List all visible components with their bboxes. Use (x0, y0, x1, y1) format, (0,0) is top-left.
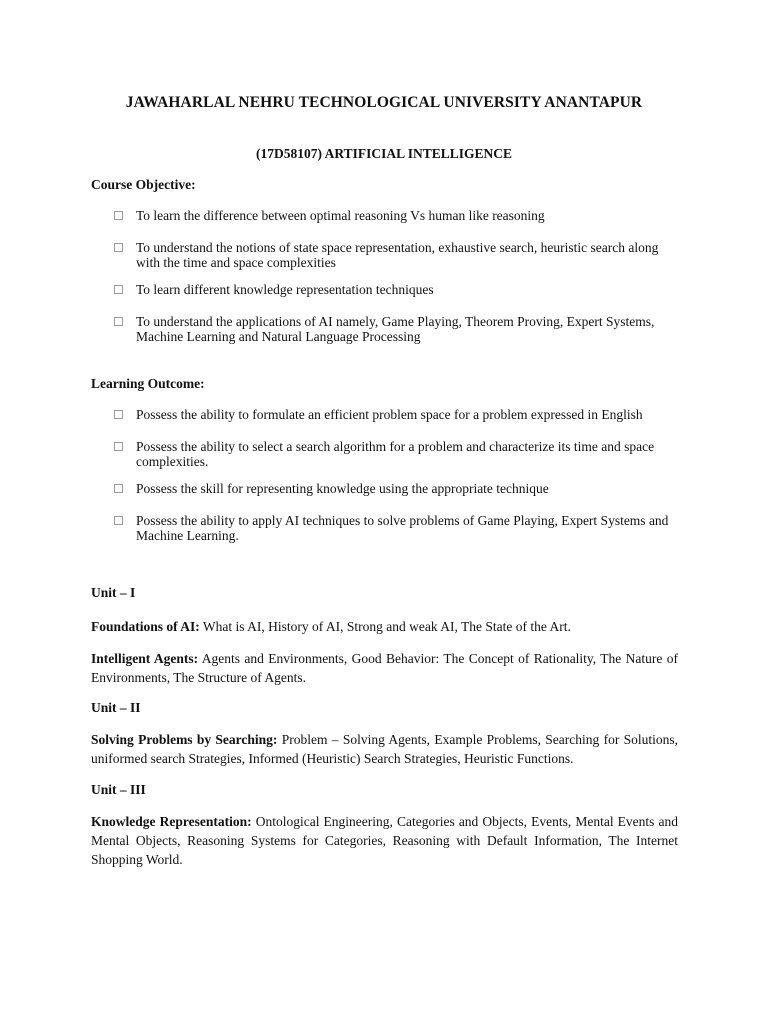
unit-3-topic-knowledge (91, 812, 678, 869)
objective-item: To learn different knowledge representation techniques (114, 282, 680, 297)
bullet-box-icon (114, 410, 123, 419)
topic-label: Knowledge Representation: (91, 814, 252, 829)
topic-text: What is AI, History of AI, Strong and weak AI, The State of the Art. (202, 619, 571, 634)
outcome-item: Possess the ability to apply AI techniques to solve problems of Game Playing, Expert Systems and Machine Learning. (114, 513, 680, 543)
bullet-box-icon (114, 243, 123, 252)
course-title: (17D58107) ARTIFICIAL INTELLIGENCE (255, 146, 513, 161)
objective-item: To understand the notions of state space representation, exhaustive search, heuristic search along with the time and space complexities (114, 240, 680, 270)
outcome-item: Possess the ability to select a search algorithm for a problem and characterize its time and space complexities. (114, 439, 680, 469)
course-objective-heading: Course Objective: (91, 177, 196, 192)
topic-label: Foundations of AI: (91, 619, 200, 634)
unit-1-topic-foundations (91, 617, 678, 636)
bullet-box-icon (114, 442, 123, 451)
topic-label: Solving Problems by Searching: (91, 732, 278, 747)
unit-1-topic-agents (91, 649, 678, 687)
topic-text: Problem – Solving Agents, Example Problems, Searching for Solutions, uniformed search Strategies, Informed (Heuristic) Search Strategies, Heuristic Functions. (91, 732, 679, 766)
university-title: JAWAHARLAL NEHRU TECHNOLOGICAL UNIVERSITY ANANTAPUR (125, 94, 643, 111)
topic-text: Ontological Engineering, Categories and Objects, Events, Mental Events and Mental Objects, Reasoning Systems for Categories, Reasoning with Default Information, The Internet Shopping World. (91, 814, 678, 867)
unit-2-topic-searching (91, 730, 678, 768)
topic-text: Agents and Environments, Good Behavior: The Concept of Rationality, The Nature of Environments, The Structure of Agents. (91, 651, 678, 685)
objective-item: To understand the applications of AI namely, Game Playing, Theorem Proving, Expert Systems, Machine Learning and Natural Language Processing (114, 314, 680, 344)
unit-1-heading: Unit – I (91, 585, 136, 600)
bullet-box-icon (114, 317, 123, 326)
learning-outcome-heading: Learning Outcome: (91, 376, 205, 391)
outcome-item: Possess the skill for representing knowledge using the appropriate technique (114, 481, 680, 496)
topic-label: Intelligent Agents: (91, 651, 199, 666)
objective-item: To learn the difference between optimal reasoning Vs human like reasoning (114, 208, 680, 223)
unit-3-heading: Unit – III (91, 782, 146, 797)
bullet-box-icon (114, 285, 123, 294)
outcome-item: Possess the ability to formulate an efficient problem space for a problem expressed in English (114, 407, 680, 422)
bullet-box-icon (114, 484, 123, 493)
unit-2-heading: Unit – II (91, 700, 141, 715)
bullet-box-icon (114, 211, 123, 220)
bullet-box-icon (114, 516, 123, 525)
